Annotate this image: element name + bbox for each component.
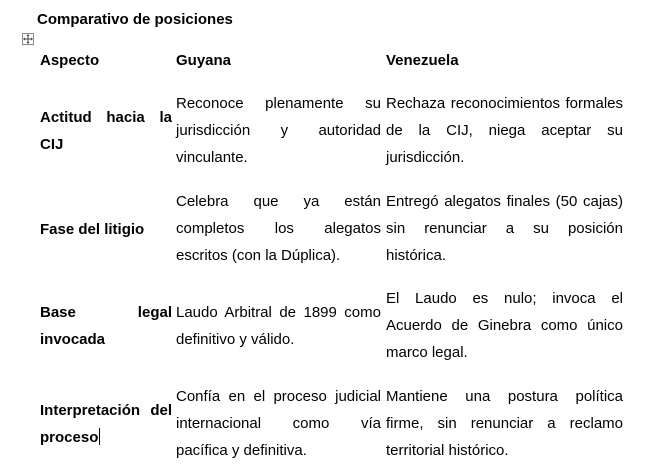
table-row-4-venezuela: Mantiene una postura política firme, sin renunciar a reclamo territorial histórico. (386, 388, 623, 459)
table-header-venezuela: Venezuela (386, 52, 459, 69)
table-row-3-aspect: Base legal invocada (40, 304, 172, 348)
table-row-1-venezuela: Rechaza reconocimientos formales de la CIJ, niega aceptar su jurisdicción. (386, 95, 623, 166)
table-row-2-venezuela: Entregó alegatos finales (50 cajas) sin renunciar a su posición histórica. (386, 193, 623, 264)
table-row-2-guyana: Celebra que ya están completos los alegatos escritos (con la Dúplica). (176, 193, 381, 264)
table-row-4-guyana: Confía en el proceso judicial internacional como vía pacífica y definitiva. (176, 388, 381, 459)
table-move-handle-icon[interactable] (22, 33, 34, 45)
table-row-2-aspect: Fase del litigio (40, 221, 145, 238)
table-row-3-guyana: Laudo Arbitral de 1899 como definitivo y válido. (176, 304, 381, 348)
table-row-1-guyana: Reconoce plenamente su jurisdicción y autoridad vinculante. (176, 95, 381, 166)
table-row-1-aspect: Actitud hacia la CIJ (40, 109, 172, 153)
move-arrows-icon (23, 34, 33, 44)
table-row-4-aspect-text: Interpretación del proceso (40, 402, 172, 446)
text-cursor (99, 428, 100, 445)
table-header-guyana: Guyana (176, 52, 232, 69)
table-row-4-aspect (40, 397, 172, 451)
table-header-aspecto: Aspecto (40, 52, 100, 69)
table-row-3-venezuela: El Laudo es nulo; invoca el Acuerdo de Ginebra como único marco legal. (386, 290, 623, 361)
document-title: Comparativo de posiciones (37, 11, 233, 28)
